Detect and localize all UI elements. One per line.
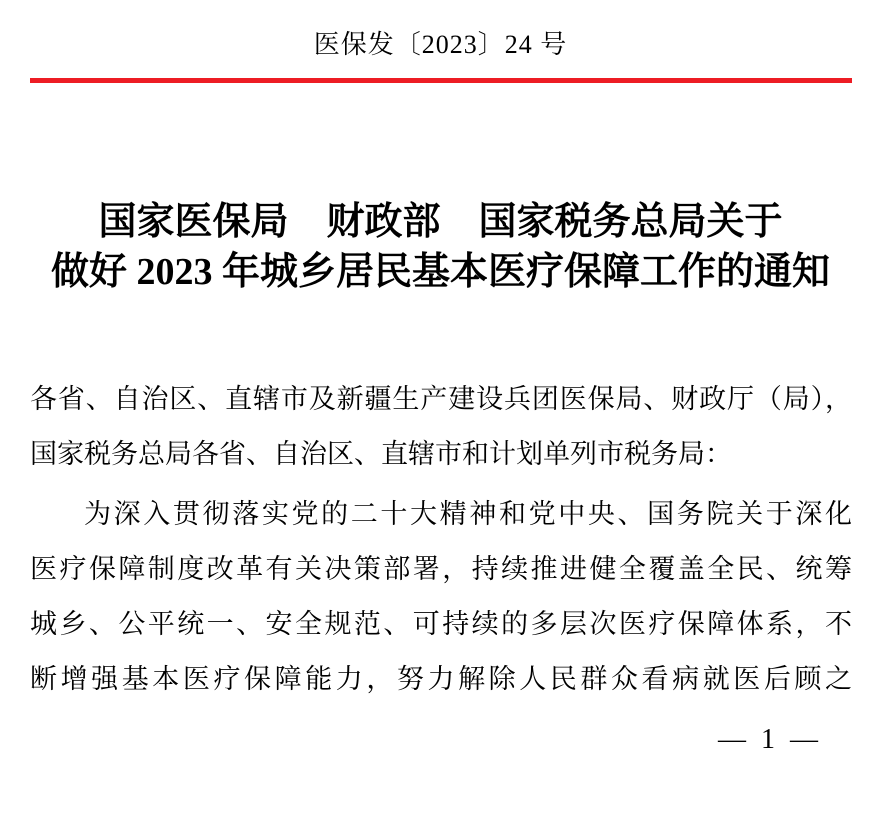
title-line-1: 国家医保局 财政部 国家税务总局关于 <box>98 201 783 243</box>
paragraph-line-1: 为深入贯彻落实党的二十大精神和党中央、国务院关于深化 <box>84 499 852 529</box>
recipient-line-2: 国家税务总局各省、自治区、直辖市和计划单列市税务局： <box>30 439 732 469</box>
paragraph-line-3: 城乡、公平统一、安全规范、可持续的多层次医疗保障体系，不 <box>30 609 852 639</box>
document-title <box>0 197 881 297</box>
paragraph-line-4: 断增强基本医疗保障能力，努力解除人民群众看病就医后顾之 <box>30 664 852 694</box>
paragraph-line-2: 医疗保障制度改革有关决策部署，持续推进健全覆盖全民、统筹 <box>30 554 852 584</box>
document-body <box>30 372 852 707</box>
page-number: — 1 — <box>718 724 819 755</box>
red-separator-rule <box>30 78 852 83</box>
recipient-line-1: 各省、自治区、直辖市及新疆生产建设兵团医保局、财政厅（局）， <box>30 384 852 414</box>
document-number: 医保发〔2023〕24 号 <box>313 30 568 59</box>
title-line-2: 做好 2023 年城乡居民基本医疗保障工作的通知 <box>50 251 830 293</box>
